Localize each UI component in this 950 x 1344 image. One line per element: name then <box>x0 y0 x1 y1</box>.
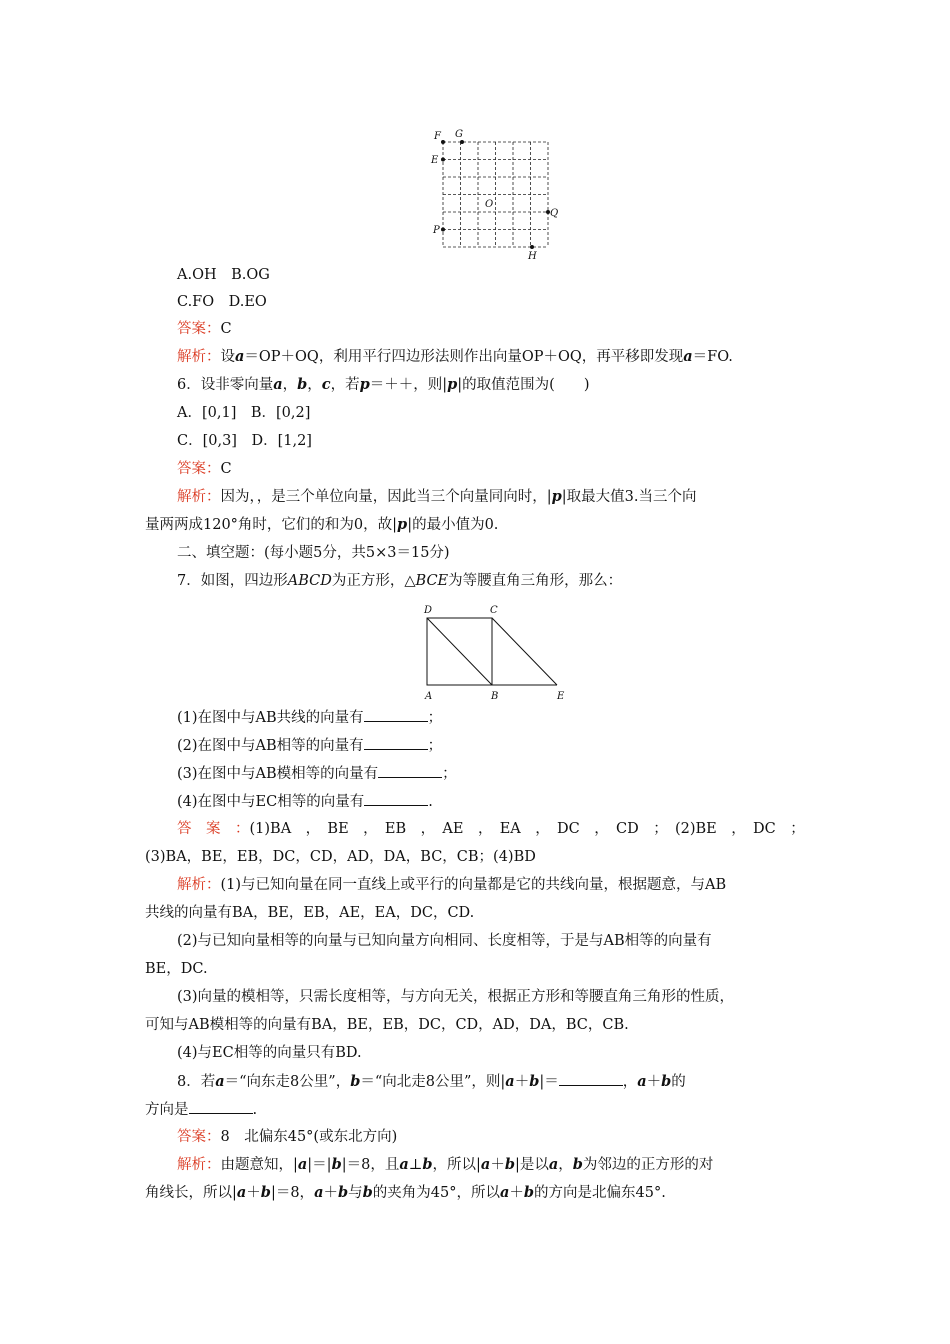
vector-b: b <box>504 1156 515 1173</box>
q5-options-cd: C.FO D.EO <box>177 294 267 310</box>
blank <box>364 707 428 722</box>
q7-answer-line1 <box>177 819 805 839</box>
text: |＝ <box>539 1074 559 1090</box>
text: ； <box>442 766 457 782</box>
text: (2)在图中与AB相等的向量有 <box>177 738 364 754</box>
q6-explanation-line1 <box>177 487 697 507</box>
vector-b: b <box>337 1184 349 1201</box>
text: 的方向是北偏东45°. <box>534 1185 666 1201</box>
vector-a: a <box>273 376 283 393</box>
vector-a: a <box>505 1073 515 1090</box>
point-F-label: F <box>434 131 441 142</box>
q7-part3 <box>177 763 457 784</box>
vector-a: a <box>637 1073 647 1090</box>
answer-value: C <box>220 321 232 337</box>
text: 的 <box>671 1074 686 1090</box>
blank <box>378 763 442 778</box>
vector-p: p <box>447 376 458 393</box>
q7-explanation-line4: BE，DC. <box>145 961 208 977</box>
text: 方向是 <box>145 1102 189 1118</box>
vector-b: b <box>297 376 308 393</box>
blank <box>364 791 428 806</box>
text: |＝8，且 <box>341 1157 400 1173</box>
text: 6．设非零向量 <box>177 377 274 393</box>
point-G-label: G <box>455 129 463 140</box>
text: 为等腰直角三角形，那么： <box>448 573 623 589</box>
text: (3)在图中与AB模相等的向量有 <box>177 766 379 782</box>
q8-answer <box>177 1127 397 1147</box>
answer-label: 答 案 ： <box>177 821 250 837</box>
text: ， <box>622 1074 638 1090</box>
q6-options-cd: C．[0,3] D．[1,2] <box>177 433 312 449</box>
vector-b: b <box>523 1184 534 1201</box>
text: 7．如图，四边形 <box>177 573 288 589</box>
q7-explanation-line3: (2)与已知向量相等的向量与已知向量方向相同、长度相等，于是与AB相等的向量有 <box>177 933 712 949</box>
q8-question-line1 <box>177 1071 686 1092</box>
q8-explanation-line1 <box>177 1155 713 1175</box>
text: ＋ <box>509 1185 524 1201</box>
vector-b: b <box>572 1156 583 1173</box>
text: ； <box>427 738 443 754</box>
vector-b: b <box>260 1184 271 1201</box>
vector-a: a <box>399 1156 409 1173</box>
point-E-label: E <box>431 155 439 166</box>
section-heading: 二、填空题：(每小题5分，共5×3＝15分) <box>177 545 450 561</box>
vector-p: p <box>359 376 370 393</box>
text: BCE <box>415 573 449 589</box>
text: ＋ <box>514 1074 530 1090</box>
text: 的夹角为45°，所以 <box>372 1185 500 1201</box>
text: |取最大值3.当三个向 <box>561 489 697 505</box>
text: 由题意知，| <box>220 1157 298 1173</box>
q7-explanation-line2: 共线的向量有BA，BE，EB，AE，EA，DC，CD. <box>145 905 475 921</box>
q7-explanation-line1 <box>177 875 726 895</box>
vector-a: a <box>548 1156 559 1173</box>
vector-b: b <box>661 1073 672 1090</box>
blank <box>189 1099 253 1114</box>
q6-options-ab: A．[0,1] B．[0,2] <box>177 405 311 421</box>
q5-explanation <box>177 347 733 367</box>
vector-a: a <box>499 1184 510 1201</box>
vector-a: a <box>297 1156 308 1173</box>
vector-a: a <box>215 1073 225 1090</box>
text: 量两两成120°角时，它们的和为0，故| <box>145 517 398 533</box>
point-C-label: C <box>490 605 498 616</box>
vector-b: b <box>422 1156 433 1173</box>
q7-part2 <box>177 735 442 756</box>
text: ＋ <box>246 1185 261 1201</box>
q7-question <box>177 571 622 591</box>
explanation-label: 解析： <box>177 349 221 365</box>
text: |的取值范围为( ) <box>457 377 590 393</box>
text: ＋ <box>646 1074 662 1090</box>
text: ， <box>282 377 298 393</box>
text: (4)在图中与EC相等的向量有 <box>177 794 365 810</box>
q8-explanation-line2 <box>145 1183 666 1203</box>
point-H-label: H <box>528 251 537 262</box>
text: |的最小值为0. <box>407 517 499 533</box>
vector-a: a <box>235 348 245 365</box>
point-E-label: E <box>557 691 565 702</box>
text: 因为，，是三个单位向量，因此当三个向量同向时，| <box>220 489 552 505</box>
q7-answer-line2: (3)BA，BE，EB，DC，CD，AD，DA，BC，CB；(4)BD <box>145 849 536 865</box>
q8-question-line2 <box>145 1099 257 1120</box>
text: (1)与已知向量在同一直线上或平行的向量都是它的共线向量，根据题意，与AB <box>220 877 727 893</box>
q6-question <box>177 375 590 395</box>
text: (1)在图中与AB共线的向量有 <box>177 710 364 726</box>
q5-options-ab: A.OH B.OG <box>177 267 270 283</box>
text: ，若 <box>330 377 360 393</box>
q7-explanation-line7: (4)与EC相等的向量只有BD. <box>177 1045 362 1061</box>
answer-label: 答案： <box>177 461 221 477</box>
text: 设 <box>220 349 235 365</box>
text: ＝FO. <box>692 349 733 365</box>
grid-figure <box>425 128 565 262</box>
text: ⊥ <box>408 1157 423 1173</box>
vector-b: b <box>350 1073 361 1090</box>
square-triangle-figure <box>418 600 578 704</box>
answer-value: 8 北偏东45°(或东北方向) <box>220 1129 398 1145</box>
text: ＋ <box>490 1157 505 1173</box>
text: ＝OP＋OQ，利用平行四边形法则作出向量OP＋OQ，再平移即发现 <box>244 349 684 365</box>
q7-part4 <box>177 791 433 812</box>
text: |＝8， <box>270 1185 315 1201</box>
vector-a: a <box>314 1184 324 1201</box>
text: . <box>428 794 433 810</box>
text: ＝“向北走8公里”，则| <box>360 1074 506 1090</box>
answer-value: C <box>220 461 232 477</box>
explanation-label: 解析： <box>177 1157 221 1173</box>
point-Q-label: Q <box>550 208 559 219</box>
vector-b: b <box>362 1184 373 1201</box>
blank <box>559 1071 623 1086</box>
point-P-label: P <box>433 225 440 236</box>
point-D-label: D <box>424 605 433 616</box>
answer-label: 答案： <box>177 1129 221 1145</box>
q6-explanation-line2 <box>145 515 498 535</box>
answer-value: (1)BA ， BE ， EB ， AE ， EA ， DC ， CD ； (2)BE ， DC ； <box>249 821 805 837</box>
text: ABCD <box>287 573 332 589</box>
text: ，所以| <box>432 1157 481 1173</box>
point-O-label: O <box>485 199 494 210</box>
text: |是以 <box>514 1157 549 1173</box>
text: ， <box>307 377 322 393</box>
q7-explanation-line5: (3)向量的模相等，只需长度相等，与方向无关，根据正方形和等腰直角三角形的性质， <box>177 989 735 1005</box>
vector-p: p <box>397 516 408 533</box>
explanation-label: 解析： <box>177 489 221 505</box>
text: ＝“向东走8公里”， <box>224 1074 351 1090</box>
blank <box>364 735 428 750</box>
q6-answer <box>177 459 232 479</box>
text: 为正方形，△ <box>331 573 416 589</box>
text: 为邻边的正方形的对 <box>582 1157 714 1173</box>
text: 与 <box>348 1185 363 1201</box>
vector-a: a <box>236 1184 247 1201</box>
text: 角线长，所以| <box>145 1185 237 1201</box>
vector-c: c <box>321 376 331 393</box>
vector-a: a <box>683 348 693 365</box>
vector-b: b <box>331 1156 342 1173</box>
vector-p: p <box>551 488 562 505</box>
answer-label: 答案： <box>177 321 221 337</box>
q7-part1 <box>177 707 442 728</box>
text: 8．若 <box>177 1074 216 1090</box>
text: ； <box>427 710 443 726</box>
point-A-label: A <box>425 691 433 702</box>
text: . <box>252 1102 258 1118</box>
text: |＝| <box>307 1157 332 1173</box>
text: ＝＋＋，则| <box>369 377 448 393</box>
explanation-label: 解析： <box>177 877 221 893</box>
text: ＋ <box>323 1185 338 1201</box>
vector-b: b <box>529 1073 540 1090</box>
q5-answer <box>177 319 232 339</box>
vector-a: a <box>480 1156 491 1173</box>
q7-explanation-line6: 可知与AB模相等的向量有BA，BE，EB，DC，CD，AD，DA，BC，CB. <box>145 1017 629 1033</box>
point-B-label: B <box>491 691 499 702</box>
text: ， <box>558 1157 573 1173</box>
